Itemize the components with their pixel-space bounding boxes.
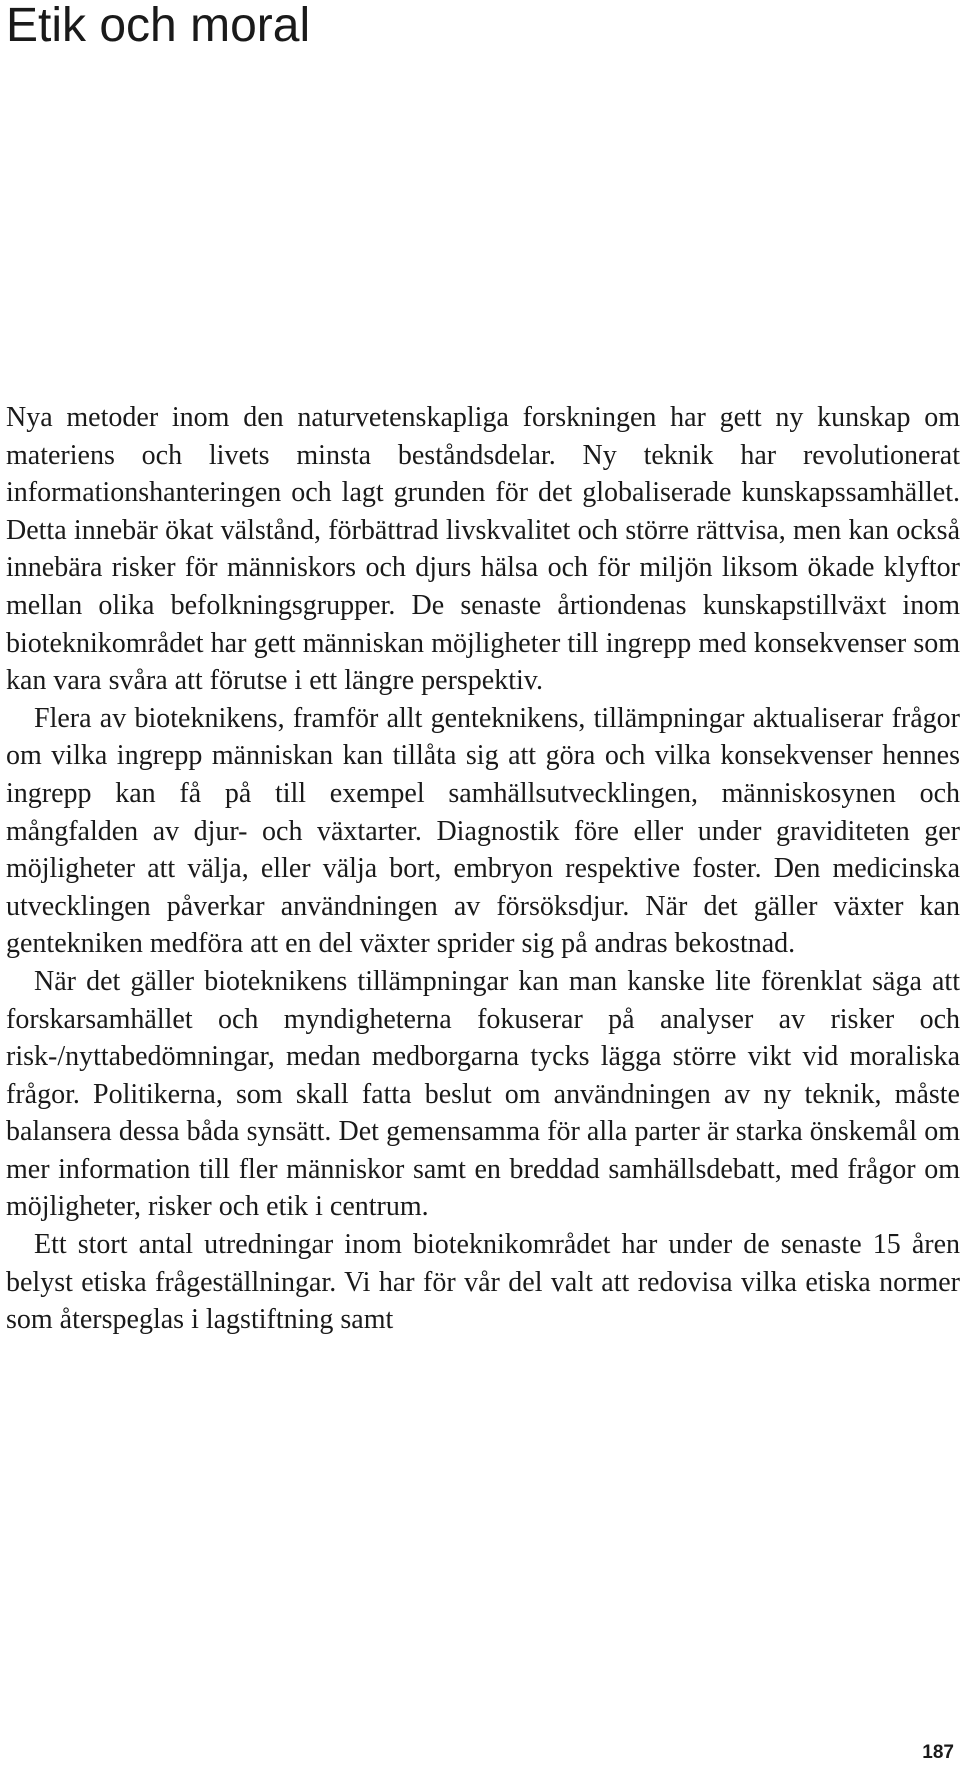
body-text xyxy=(6,399,960,1339)
page-number: 187 xyxy=(922,1742,954,1763)
paragraph: Flera av bioteknikens, framför allt genteknikens, tillämpningar aktualiserar frågor om vilka ingrepp människan kan tillåta sig att göra och vilka konsekvenser hennes ingrepp kan få på till exempel samhällsutvecklingen, människosynen och mångfalden av djur- och växtarter. Diagnostik före eller under graviditeten ger möjligheter att välja, eller välja bort, embryon respektive foster. Den medicinska utvecklingen påverkar användningen av försöksdjur. När det gäller växter kan gentekniken medföra att en del växter sprider sig på andras bekostnad. xyxy=(6,702,960,960)
page-title: Etik och moral xyxy=(6,0,311,52)
paragraph: Nya metoder inom den naturvetenskapliga forskningen har gett ny kunskap om materiens och livets minsta beståndsdelar. Ny teknik har revolutionerat informationshanteringen och lagt grunden för det globaliserade kunskapssamhället. Detta innebär ökat välstånd, förbättrad livskvalitet och större rättvisa, men kan också innebära risker för människors och djurs hälsa och för miljön liksom ökade klyftor mellan olika befolkningsgrupper. De senaste årtiondenas kunskapstillväxt inom bioteknikområdet har gett människan möjligheter till ingrepp med konsekvenser som kan vara svåra att förutse i ett längre perspektiv. xyxy=(6,402,960,697)
paragraph: Ett stort antal utredningar inom bioteknikområdet har under de senaste 15 åren belyst etiska frågeställningar. Vi har för vår del valt att redovisa vilka etiska normer som återspeglas i lagstiftning samt xyxy=(6,1229,960,1336)
paragraph: När det gäller bioteknikens tillämpningar kan man kanske lite förenklat säga att forskarsamhället och myndigheterna fokuserar på analyser av risker och risk-/nyttabedömningar, medan medborgarna tycks lägga större vikt vid moraliska frågor. Politikerna, som skall fatta beslut om användningen av ny teknik, måste balansera dessa båda synsätt. Det gemensamma för alla parter är starka önskemål om mer information till fler människor samt en breddad samhällsdebatt, med frågor om möjligheter, risker och etik i centrum. xyxy=(6,965,960,1223)
